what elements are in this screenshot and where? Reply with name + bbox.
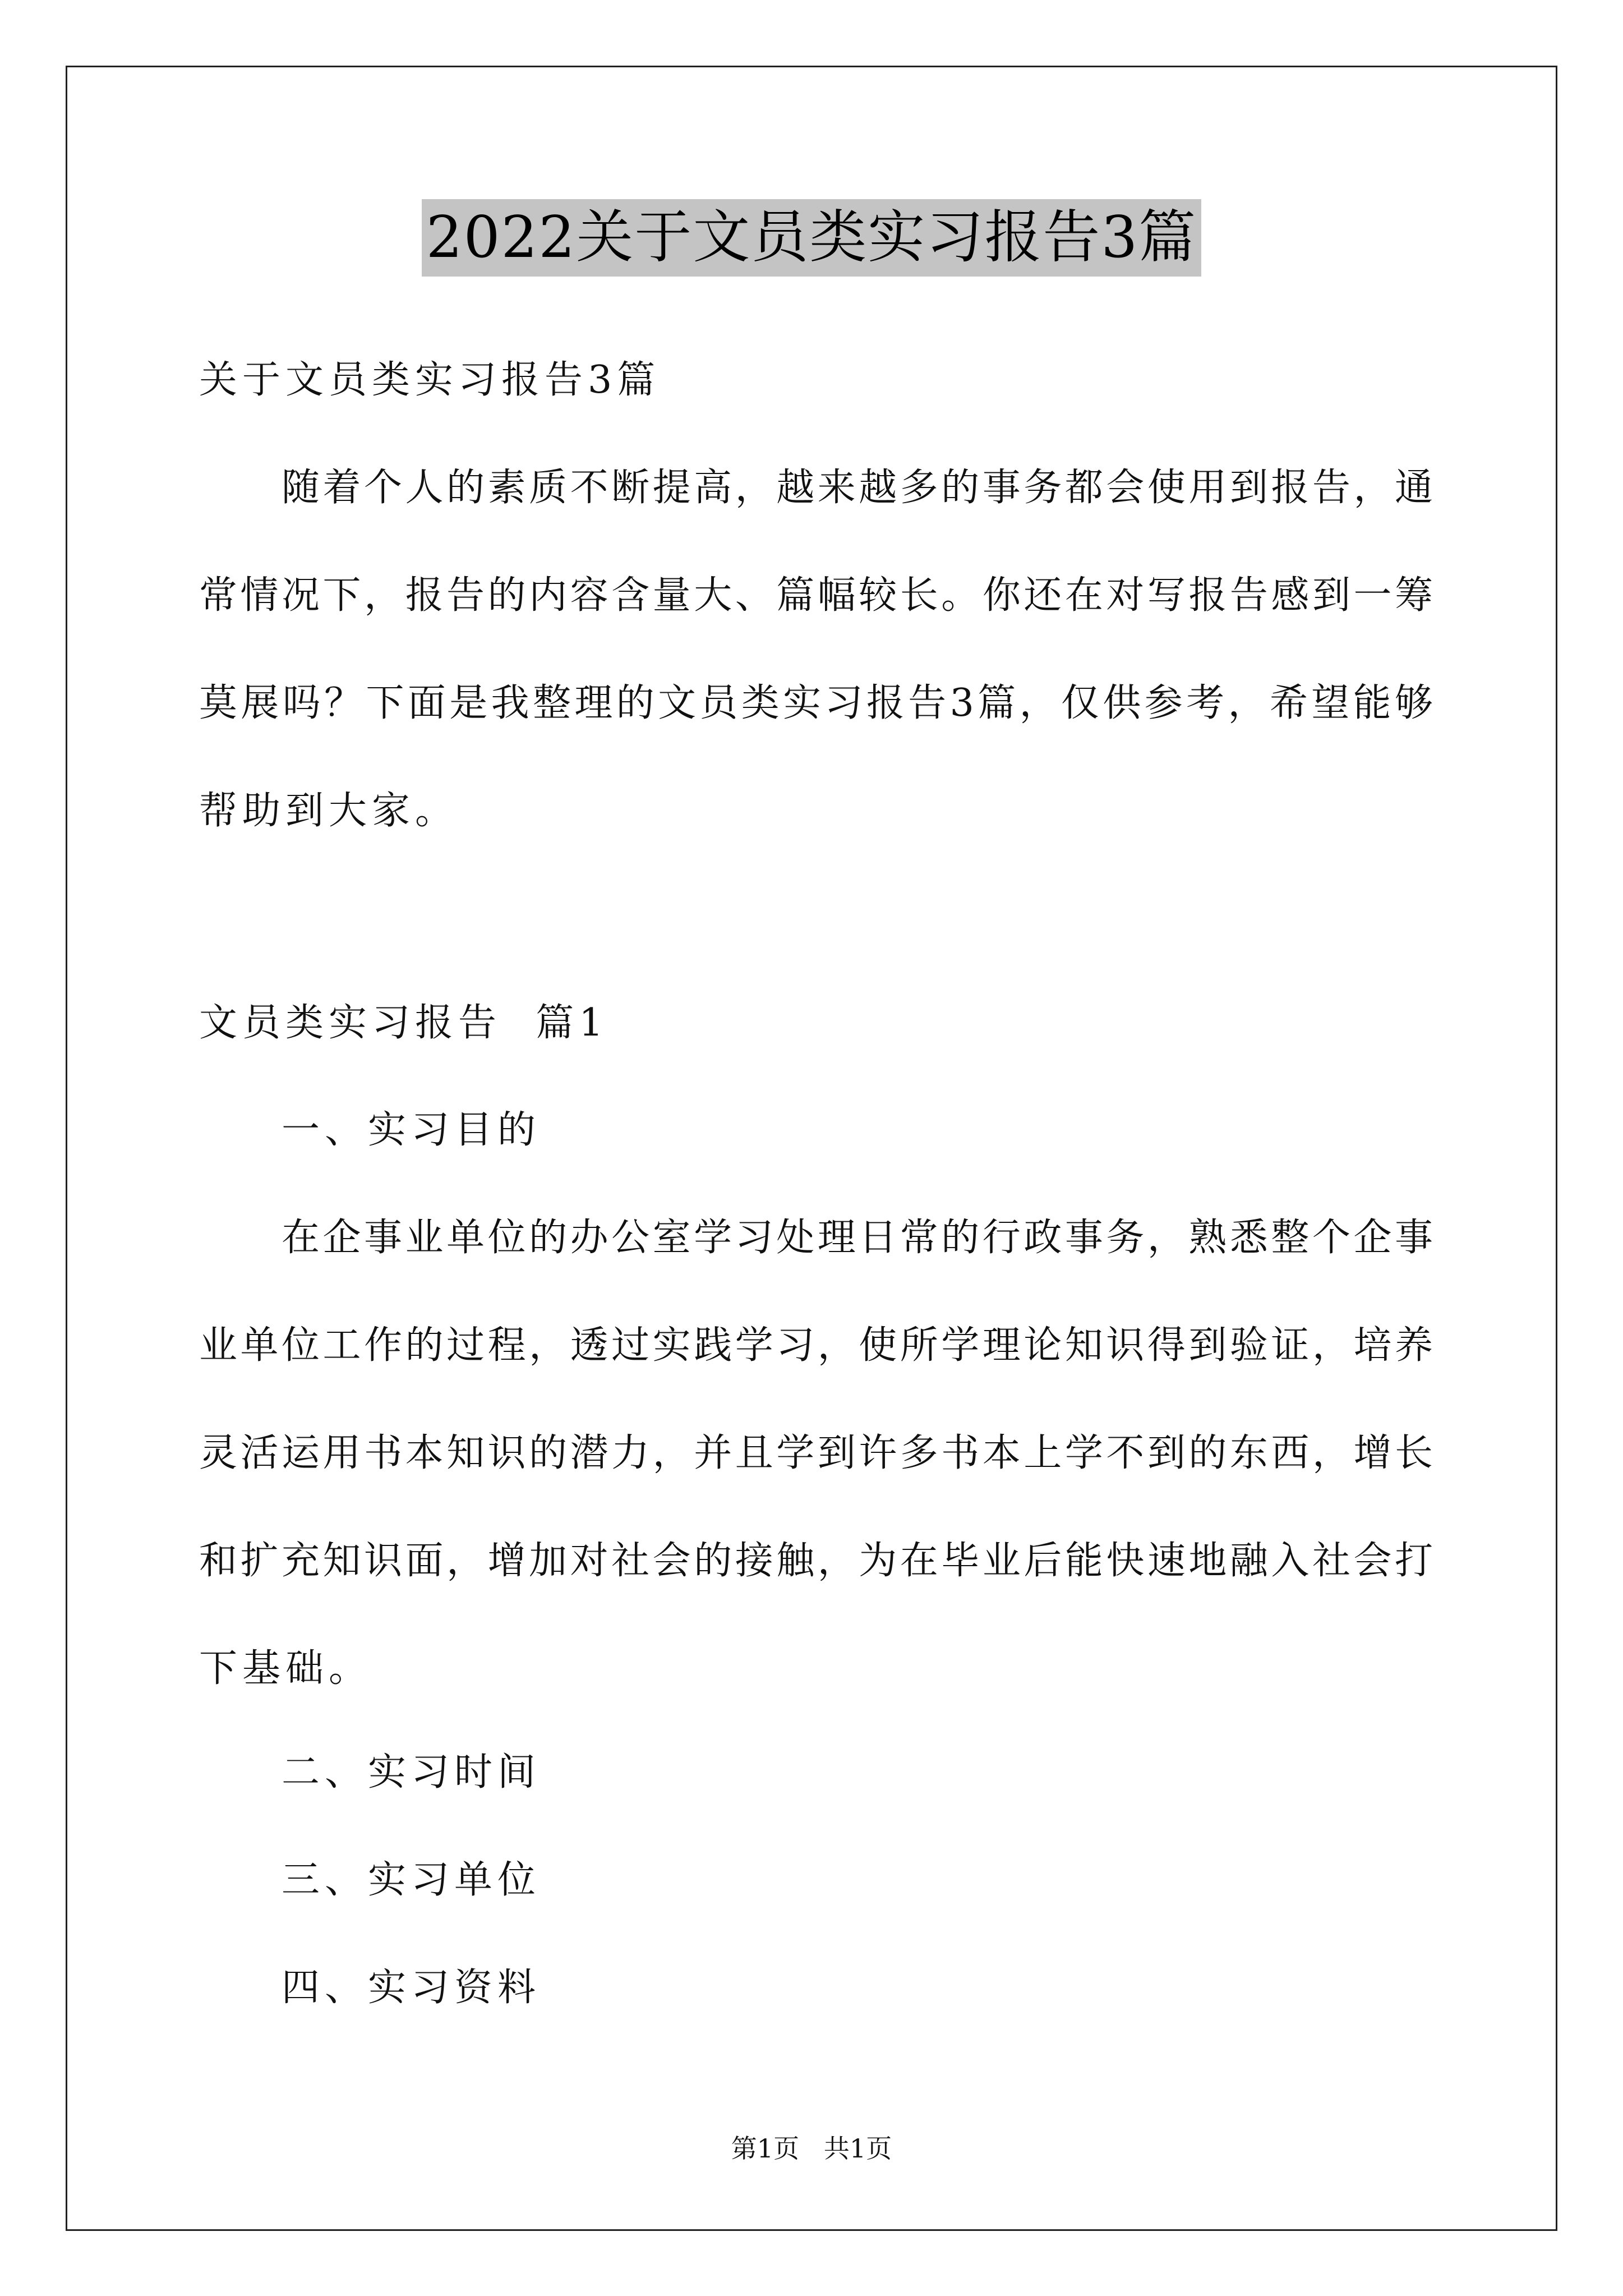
purpose-line-3: 灵活运用书本知识的潜力，并且学到许多书本上学不到的东西，增长 [199,1431,1433,1475]
purpose-line-1: 在企事业单位的办公室学习处理日常的行政事务，熟悉整个企事 [282,1216,1433,1260]
purpose-line-5: 下基础。 [199,1646,372,1691]
purpose-line-2: 业单位工作的过程，透过实践学习，使所学理论知识得到验证，培养 [199,1323,1433,1368]
purpose-line-4: 和扩充知识面，增加对社会的接触，为在毕业后能快速地融入社会打 [199,1539,1433,1583]
intro-line-3: 莫展吗？下面是我整理的文员类实习报告3篇，仅供参考，希望能够 [199,681,1433,725]
section-heading: 文员类实习报告 篇1 [199,1001,608,1045]
item-purpose-heading: 一、实习目的 [282,1108,541,1152]
intro-line-2: 常情况下，报告的内容含量大、篇幅较长。你还在对写报告感到一筹 [199,573,1433,618]
intro-line-1: 随着个人的素质不断提高，越来越多的事务都会使用到报告，通 [282,466,1433,510]
page-footer [0,2132,1623,2165]
intro-line-4: 帮助到大家。 [199,789,459,833]
title-container [0,199,1623,277]
document-subtitle: 关于文员类实习报告3篇 [199,358,661,402]
item-time-heading: 二、实习时间 [282,1750,541,1795]
document-title: 2022关于文员类实习报告3篇 [422,199,1201,277]
page-number-label: 第1页 共1页 [731,2133,892,2164]
item-content-heading: 四、实习资料 [282,1966,541,2010]
item-unit-heading: 三、实习单位 [282,1858,541,1902]
